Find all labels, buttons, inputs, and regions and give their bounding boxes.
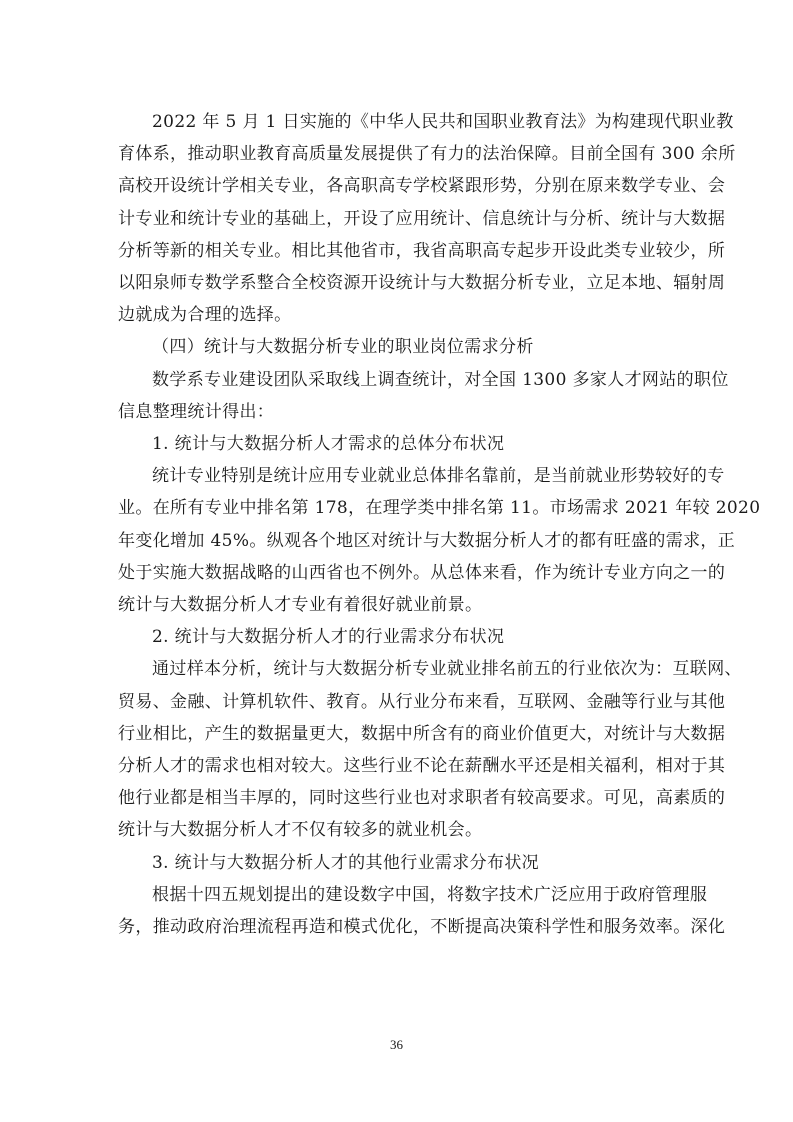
paragraph-line: 务，推动政府治理流程再造和模式优化，不断提高决策科学性和服务效率。深化 xyxy=(118,917,726,937)
paragraph-line: 2022 年 5 月 1 日实施的《中华人民共和国职业教育法》为构建现代职业教 xyxy=(152,112,734,132)
section-heading: 3. 统计与大数据分析人才的其他行业需求分布状况 xyxy=(152,853,540,873)
paragraph-line: 通过样本分析，统计与大数据分析专业就业排名前五的行业依次为：互联网、 xyxy=(152,659,742,679)
section-heading: （四）统计与大数据分析专业的职业岗位需求分析 xyxy=(152,337,534,357)
page-number: 36 xyxy=(390,1037,403,1052)
paragraph-line: 数学系专业建设团队采取线上调查统计，对全国 1300 多家人才网站的职位 xyxy=(152,370,729,390)
section-heading: 1. 统计与大数据分析人才需求的总体分布状况 xyxy=(152,434,505,454)
paragraph-line: 统计与大数据分析人才专业有着很好就业前景。 xyxy=(118,595,483,615)
paragraph-line: 他行业都是相当丰厚的，同时这些行业也对求职者有较高要求。可见，高素质的 xyxy=(118,788,726,808)
paragraph-line: 行业相比，产生的数据量更大，数据中所含有的商业价值更大，对统计与大数据 xyxy=(118,724,726,744)
paragraph-line: 边就成为合理的选择。 xyxy=(118,305,292,325)
paragraph-line: 业。在所有专业中排名第 178，在理学类中排名第 11。市场需求 2021 年较 2020 xyxy=(118,498,761,518)
paragraph-line: 分析等新的相关专业。相比其他省市，我省高职高专起步开设此类专业较少，所 xyxy=(118,241,726,261)
paragraph-line: 高校开设统计学相关专业，各高职高专学校紧跟形势，分别在原来数学专业、会 xyxy=(118,176,726,196)
paragraph-line: 计专业和统计专业的基础上，开设了应用统计、信息统计与分析、统计与大数据 xyxy=(118,209,726,229)
paragraph-line: 贸易、金融、计算机软件、教育。从行业分布来看，互联网、金融等行业与其他 xyxy=(118,692,726,712)
paragraph-line: 统计专业特别是统计应用专业就业总体排名靠前，是当前就业形势较好的专 xyxy=(152,466,725,486)
paragraph-line: 统计与大数据分析人才不仅有较多的就业机会。 xyxy=(118,820,483,840)
paragraph-line: 年变化增加 45%。纵观各个地区对统计与大数据分析人才的都有旺盛的需求，正 xyxy=(118,531,736,551)
paragraph-line: 分析人才的需求也相对较大。这些行业不论在薪酬水平还是相关福利，相对于其 xyxy=(118,756,726,776)
paragraph-line: 处于实施大数据战略的山西省也不例外。从总体来看，作为统计专业方向之一的 xyxy=(118,563,726,583)
paragraph-line: 根据十四五规划提出的建设数字中国，将数字技术广泛应用于政府管理服 xyxy=(152,885,708,905)
section-heading: 2. 统计与大数据分析人才的行业需求分布状况 xyxy=(152,627,505,647)
paragraph-line: 信息整理统计得出： xyxy=(118,402,275,422)
paragraph-line: 育体系，推动职业教育高质量发展提供了有力的法治保障。目前全国有 300 余所 xyxy=(118,144,736,164)
paragraph-line: 以阳泉师专数学系整合全校资源开设统计与大数据分析专业，立足本地、辐射周 xyxy=(118,273,726,293)
